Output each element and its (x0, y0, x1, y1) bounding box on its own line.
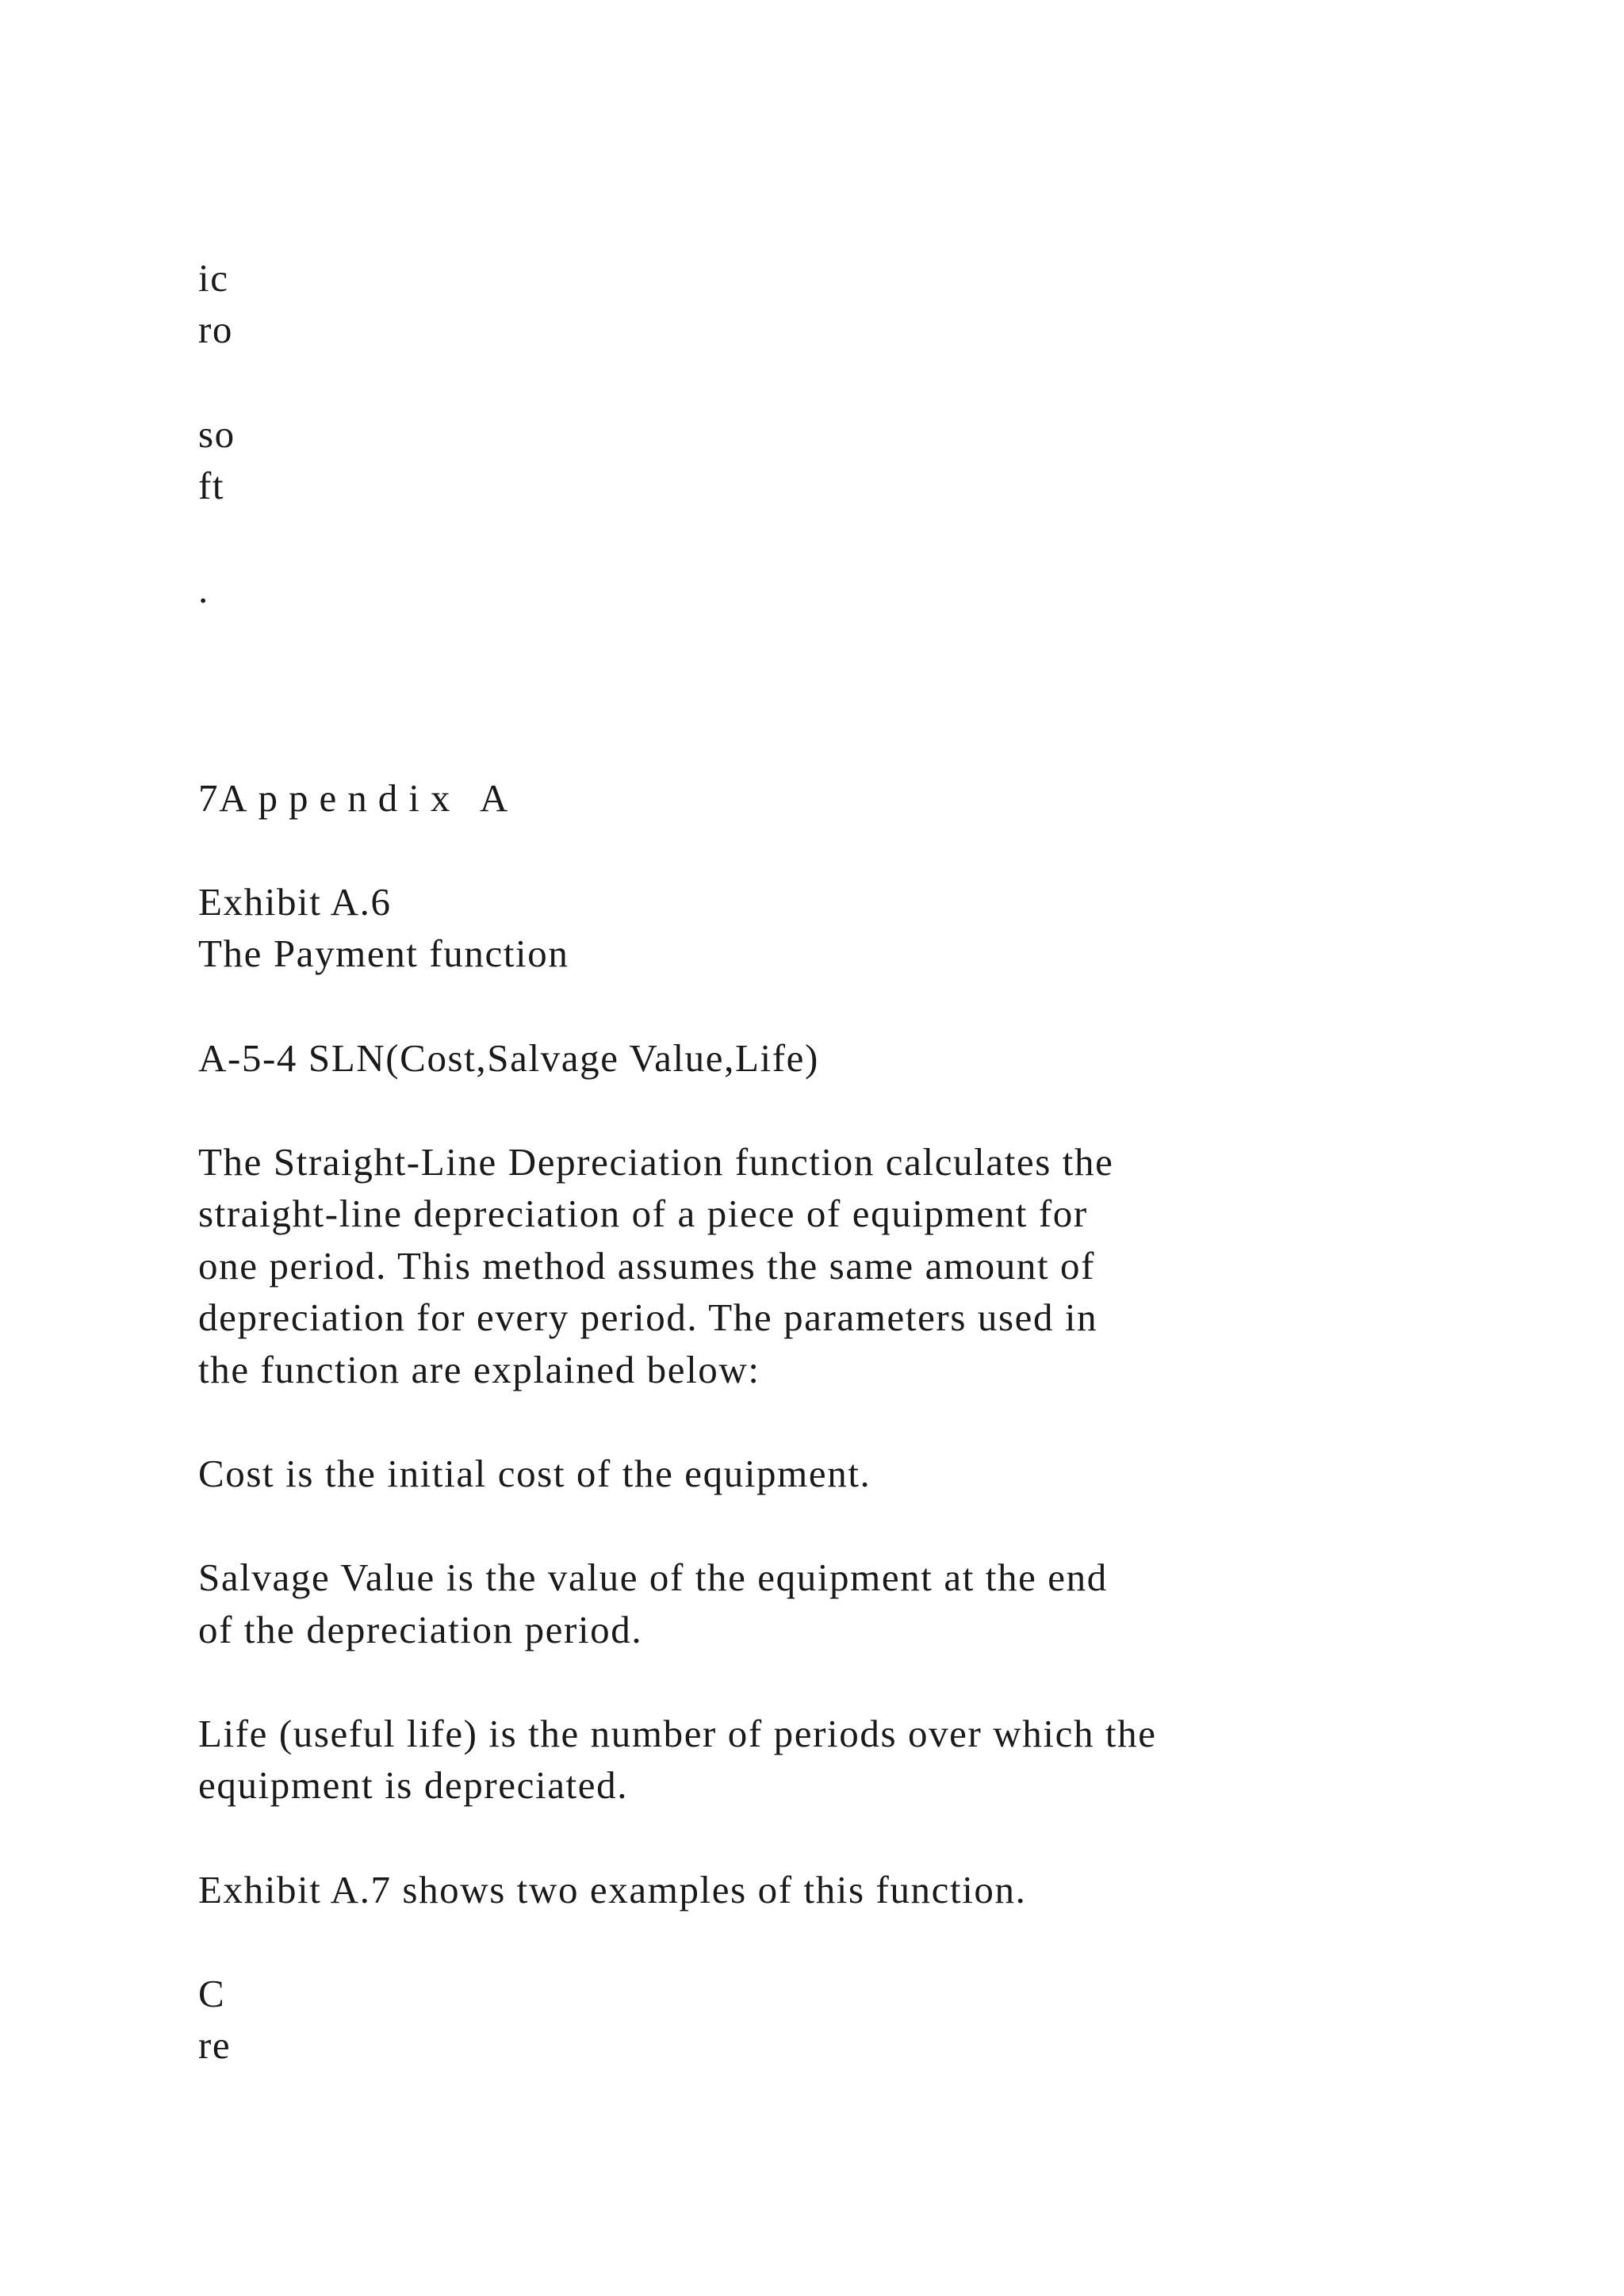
watermark-fragment: C (198, 1972, 226, 2015)
watermark-fragment: re (198, 2023, 232, 2067)
running-header (198, 776, 519, 820)
page-number: 7 (198, 776, 220, 820)
paragraph-line: one period. This method assumes the same amount of (198, 1244, 1096, 1288)
paragraph-line: equipment is depreciated. (198, 1763, 629, 1807)
paragraph-line: of the depreciation period. (198, 1608, 643, 1651)
paragraph-line: Cost is the initial cost of the equipment. (198, 1452, 871, 1495)
watermark-fragment: ft (198, 464, 225, 507)
paragraph-line: Life (useful life) is the number of periods over which the (198, 1712, 1157, 1755)
watermark-fragment: so (198, 412, 236, 456)
paragraph-line: Exhibit A.7 shows two examples of this function. (198, 1868, 1027, 1911)
section-heading: A-5-4 SLN(Cost,Salvage Value,Life) (198, 1036, 819, 1080)
watermark-fragment: ic (198, 256, 229, 300)
watermark-fragment: ro (198, 308, 234, 351)
paragraph-line: depreciation for every period. The parameters used in (198, 1295, 1098, 1339)
paragraph-line: Salvage Value is the value of the equipment at the end (198, 1556, 1108, 1599)
paragraph-line: the function are explained below: (198, 1348, 760, 1391)
exhibit-number: Exhibit A.6 (198, 880, 392, 924)
paragraph-line: straight-line depreciation of a piece of equipment for (198, 1192, 1088, 1235)
watermark-fragment: . (198, 568, 209, 611)
exhibit-caption: The Payment function (198, 932, 569, 975)
paragraph-line: The Straight-Line Depreciation function calculates the (198, 1140, 1114, 1184)
appendix-label: Appendix A (219, 776, 519, 820)
